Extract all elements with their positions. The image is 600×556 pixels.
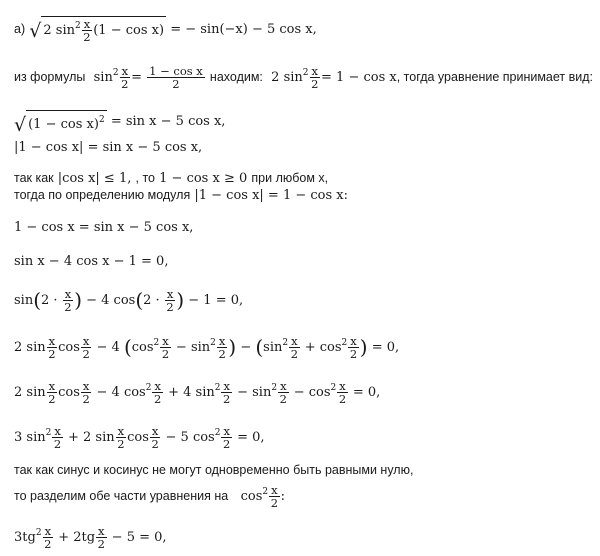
formula-line: из формулы $\sin^2$ $\frac{x}{2}$ = $\frac{\text{1 − cos x}}{2}$ находим: 2 $\sin^2$ $\frac{x}{2}$ = 1 − cos x, тогда уравнение принимает вид: bbox=[14, 64, 594, 91]
equation-line-5: 1 − cos x = sin x − 5 cos x, bbox=[14, 220, 194, 235]
reasoning-line-1: так как |cos x| ≤ 1, , то 1 − cos x ≥ 0 при любом x, bbox=[14, 171, 329, 186]
reasoning-line-2: тогда по определению модуля |1 − cos x| = 1 − cos x: bbox=[14, 188, 348, 203]
equation-line-9: 2 sin $\frac{x}{2}$ cos $\frac{x}{2}$ − 4 $\cos^2$ $\frac{x}{2}$ + 4 $\sin^2$ $\frac{x}{2}$ − $\sin^2$ $\frac{x}{2}$ − $\cos^2$ $\frac{x}{2}$ = 0, bbox=[14, 379, 381, 406]
text-from-formula: из формулы bbox=[14, 70, 86, 84]
equation-line-6: sin x − 4 cos x − 1 = 0, bbox=[14, 254, 169, 269]
equation-line-4: |1 − cos x| = sin x − 5 cos x, bbox=[14, 140, 203, 155]
equation-line-11: $3tg^2$ $\frac{x}{2}$ + 2tg $\frac{x}{2}$ − 5 = 0, bbox=[14, 524, 167, 551]
equation-line-3: √ $(1 - \cos x)^2 = \sin x - 5$ cos x, bbox=[14, 110, 225, 133]
equation-rhs: = − sin(−x) − 5 cos x, bbox=[170, 22, 317, 37]
reasoning-line-3: так как синус и косинус не могут одновременно быть равными нулю, bbox=[14, 463, 414, 477]
part-label: а) bbox=[14, 22, 26, 36]
equation-line-10: 3 $\sin^2$ $\frac{x}{2}$ + 2 sin $\frac{x}{2}$ cos $\frac{x}{2}$ − 5 $\cos^2$ $\frac{x}{2}$ = 0, bbox=[14, 424, 265, 451]
text-finding: находим: bbox=[209, 70, 263, 84]
equation-line-7: sin(2 · $\frac{x}{2}$ ) − 4 cos(2 · $\frac{x}{2}$ ) − 1 = 0, bbox=[14, 287, 244, 314]
equation-line-8: 2 sin $\frac{x}{2}$ cos $\frac{x}{2}$ − 4 ($\cos^2$ $\frac{x}{2}$ − $\sin^2$ $\frac{x}{2}$ ) − ($\sin^2$ $\frac{x}{2}$ + $\cos^2$ $\frac{x}{2}$ ) = 0, bbox=[14, 334, 400, 361]
sqrt-expression: √ 2 $\sin^2$ $\frac{x}{2}$ (1 − cos x) bbox=[29, 17, 165, 44]
reasoning-line-4: то разделим обе части уравнения на $\cos^2$ $\frac{x}{2}$ : bbox=[14, 483, 285, 510]
equation-line-1 bbox=[14, 16, 317, 43]
